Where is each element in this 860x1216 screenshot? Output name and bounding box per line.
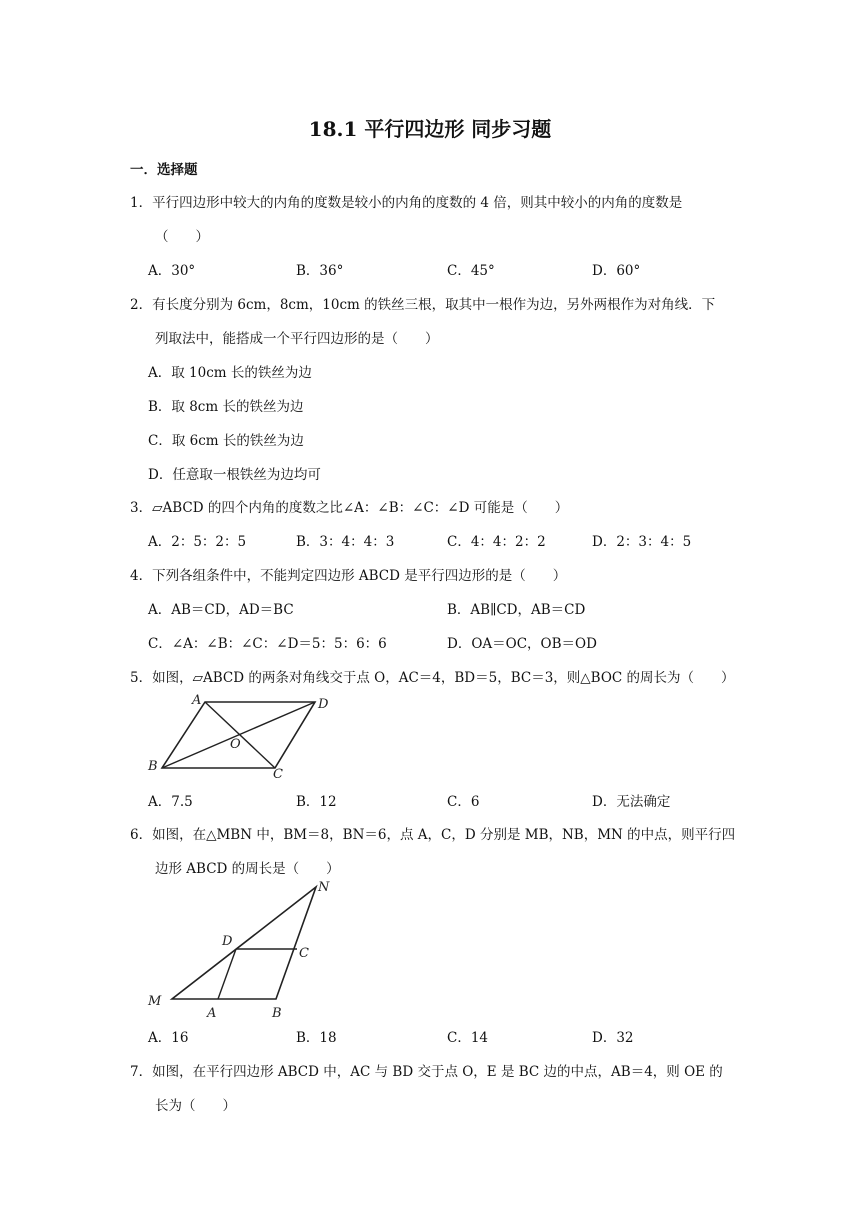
q1-stem-line2: （ ） bbox=[155, 229, 209, 245]
q6-label-d: D bbox=[222, 934, 233, 949]
section-heading: 一．选择题 bbox=[130, 162, 198, 178]
q5-label-a: A bbox=[192, 693, 202, 708]
q6-option-c: C．14 bbox=[447, 1030, 489, 1046]
q6-label-n: N bbox=[318, 880, 330, 895]
q2-option-a: A．取 10cm 长的铁丝为边 bbox=[148, 365, 312, 381]
q6-stem-line1: 6．如图，在△MBN 中，BM＝8，BN＝6，点 A，C，D 分别是 MB，NB，MN 的中点，则平行四 bbox=[130, 827, 736, 843]
q2-option-c: C．取 6cm 长的铁丝为边 bbox=[148, 433, 304, 449]
q6-label-b: B bbox=[272, 1006, 282, 1021]
q3-option-c: C．4：4：2：2 bbox=[447, 534, 546, 550]
q4-option-a: A．AB＝CD，AD＝BC bbox=[148, 602, 294, 618]
q5-label-b: B bbox=[148, 759, 158, 774]
q5-option-d: D．无法确定 bbox=[592, 794, 671, 810]
q5-option-a: A．7.5 bbox=[148, 794, 193, 810]
q2-option-b: B．取 8cm 长的铁丝为边 bbox=[148, 399, 304, 415]
q2-option-d: D．任意取一根铁丝为边均可 bbox=[148, 467, 321, 483]
q4-option-c: C．∠A：∠B：∠C：∠D＝5：5：6：6 bbox=[148, 636, 387, 652]
q1-option-d: D．60° bbox=[592, 263, 641, 279]
q1-option-b: B．36° bbox=[296, 263, 344, 279]
q1-stem-line1: 1．平行四边形中较大的内角的度数是较小的内角的度数的 4 倍，则其中较小的内角的度数是 bbox=[130, 195, 683, 211]
q6-triangle-figure bbox=[140, 875, 340, 1023]
q1-option-a: A．30° bbox=[148, 263, 196, 279]
q6-label-c: C bbox=[299, 946, 309, 961]
q5-label-o: O bbox=[230, 737, 241, 752]
q5-parallelogram-figure bbox=[140, 688, 340, 780]
q3-option-a: A．2：5：2：5 bbox=[148, 534, 247, 550]
q3-option-d: D．2：3：4：5 bbox=[592, 534, 692, 550]
q4-stem: 4．下列各组条件中，不能判定四边形 ABCD 是平行四边形的是（ ） bbox=[130, 568, 567, 584]
q7-stem-line1: 7．如图，在平行四边形 ABCD 中，AC 与 BD 交于点 O，E 是 BC 边的中点，AB＝4，则 OE 的 bbox=[130, 1064, 723, 1080]
q5-label-d: D bbox=[318, 697, 329, 712]
q5-option-b: B．12 bbox=[296, 794, 337, 810]
q3-option-b: B．3：4：4：3 bbox=[296, 534, 395, 550]
q1-option-c: C．45° bbox=[447, 263, 495, 279]
q5-stem: 5．如图，▱ABCD 的两条对角线交于点 O，AC＝4，BD＝5，BC＝3，则△BOC 的周长为（ ） bbox=[130, 670, 735, 686]
q6-option-b: B．18 bbox=[296, 1030, 337, 1046]
q6-label-m: M bbox=[148, 994, 162, 1009]
q2-stem-line1: 2．有长度分别为 6cm，8cm，10cm 的铁丝三根，取其中一根作为边，另外两根作为对角线．下 bbox=[130, 297, 716, 313]
q6-option-d: D．32 bbox=[592, 1030, 634, 1046]
q5-label-c: C bbox=[273, 767, 283, 780]
q7-stem-line2: 长为（ ） bbox=[155, 1098, 236, 1114]
page-title: 18.1 平行四边形 同步习题 bbox=[308, 117, 552, 141]
q6-option-a: A．16 bbox=[148, 1030, 189, 1046]
q4-option-b: B．AB∥CD，AB＝CD bbox=[447, 602, 586, 618]
q2-stem-line2: 列取法中，能搭成一个平行四边形的是（ ） bbox=[155, 331, 439, 347]
q5-option-c: C．6 bbox=[447, 794, 480, 810]
q4-option-d: D．OA＝OC，OB＝OD bbox=[447, 636, 597, 652]
q6-label-a: A bbox=[207, 1006, 217, 1021]
q3-stem: 3．▱ABCD 的四个内角的度数之比∠A：∠B：∠C：∠D 可能是（ ） bbox=[130, 500, 569, 516]
q6-stem-line2: 边形 ABCD 的周长是（ ） bbox=[155, 861, 340, 877]
